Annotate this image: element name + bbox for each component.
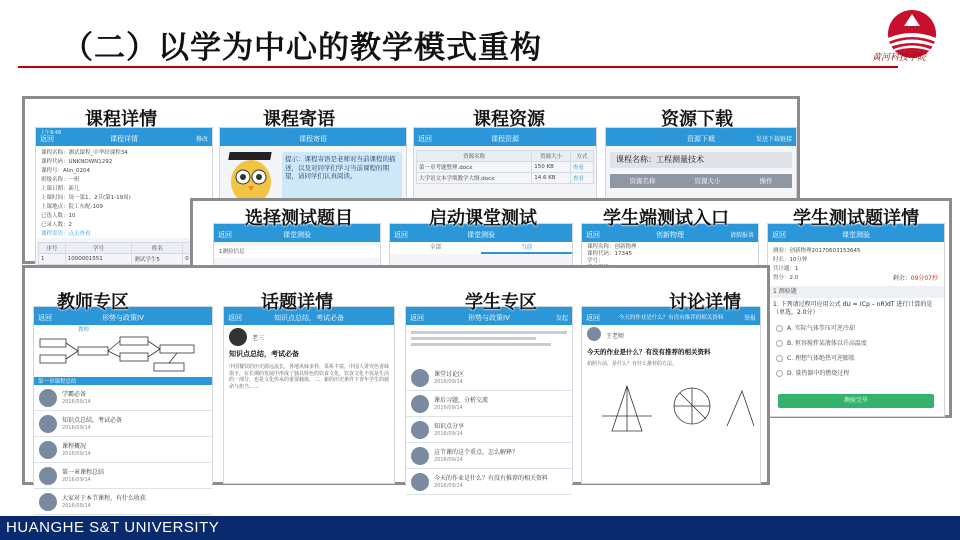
label-select-test: 选择测试题目 bbox=[245, 208, 353, 229]
author-row bbox=[224, 325, 394, 347]
test-info-item[interactable]: 1测验信息 bbox=[214, 246, 380, 258]
back-button[interactable]: 返回 bbox=[218, 231, 232, 239]
screen-title: 今天的作业是什么？有没有推荐的相关资料 bbox=[618, 315, 724, 321]
table-row[interactable] bbox=[417, 173, 594, 184]
radio-icon bbox=[776, 340, 783, 347]
back-button[interactable]: 返回 bbox=[586, 314, 600, 322]
flowchart-diagram bbox=[34, 333, 212, 377]
avatar bbox=[411, 369, 429, 387]
screen-course-message bbox=[219, 127, 407, 207]
discussion-question: 今天的作业是什么？有没有推荐的相关资料 bbox=[587, 348, 711, 356]
back-button[interactable]: 返回 bbox=[38, 314, 52, 322]
detail-line: 课程号：Alin_0204 bbox=[41, 168, 91, 174]
item-title: 大家对于本节课程，有什么收获 bbox=[62, 495, 147, 502]
remaining-value: 09分07秒 bbox=[910, 275, 938, 282]
screen-title: 形势与政策IV bbox=[102, 314, 144, 322]
label-topic-detail: 话题详情 bbox=[261, 292, 333, 313]
question-text: 1. 下列请过程可应用公式 dU = (Cp – nR)dT 进行计算的是（单选，2.0分） bbox=[773, 301, 933, 316]
screen-title: 创新物理 bbox=[656, 231, 684, 239]
detail-line: 已选人数：10 bbox=[41, 213, 76, 219]
table-header: 资源大小 bbox=[694, 177, 721, 185]
course-name-box: 课程名称：工程测量技术 bbox=[610, 152, 792, 168]
screen-resource-download bbox=[605, 127, 797, 207]
avatar bbox=[39, 415, 57, 433]
discussion-reply: 拍照片前，是什么？有什么推荐的方法。 bbox=[587, 361, 678, 367]
item-title: 知识点分享 bbox=[434, 423, 465, 430]
item-title: 今天的作业是什么？有没有推荐的相关资料 bbox=[434, 475, 549, 482]
item-title: 课后习题，分析交流 bbox=[434, 397, 489, 404]
list-item[interactable] bbox=[406, 365, 572, 391]
screen-title: 课堂测验 bbox=[467, 231, 495, 239]
submit-test-button[interactable]: 测验完毕 bbox=[778, 394, 934, 408]
label-course-resources: 课程资源 bbox=[473, 109, 545, 130]
tab-teacher[interactable]: 教师 bbox=[34, 325, 212, 333]
screen-teacher-zone bbox=[33, 306, 213, 509]
list-item[interactable] bbox=[34, 411, 212, 437]
table-cell: 测试学生5 bbox=[132, 254, 183, 265]
back-button[interactable]: 返回 bbox=[586, 231, 600, 239]
radio-icon bbox=[776, 325, 783, 332]
entry-line: 学号： bbox=[587, 258, 604, 264]
item-date: 2016/09/14 bbox=[62, 503, 91, 509]
topic-body: 中国餐饮的历史源远流长，各地风味多样，菜系丰富。中国人讲究色香味俱全，在长期的发展中形成了独具特色的饮食文化。饮食文化不仅是生活的一部分，也是文化传承的重要载体。二、新的历史条件下青年学生的使命与担当…… bbox=[229, 364, 390, 390]
test-line: 时长：10分钟 bbox=[773, 257, 808, 263]
label-resource-download: 资源下载 bbox=[661, 109, 733, 130]
avatar bbox=[229, 328, 247, 346]
course-message-link[interactable]: 课程寄语：点击查看 bbox=[41, 231, 91, 237]
back-button[interactable]: 返回 bbox=[228, 314, 242, 322]
table-header: 资源大小 bbox=[532, 151, 571, 162]
footer-university-name: HUANGHE S&T UNIVERSITY bbox=[6, 519, 220, 536]
topic-heading: 知识点总结，考试必备 bbox=[229, 350, 299, 358]
detail-line: 课程代码：UNKNOWN1292 bbox=[41, 159, 113, 165]
remaining-time bbox=[893, 273, 938, 282]
item-date: 2016/09/14 bbox=[434, 457, 463, 463]
entry-line: 课程名称：创新物理 bbox=[587, 244, 637, 250]
avatar bbox=[39, 493, 57, 511]
table-cell: 1 bbox=[39, 254, 66, 265]
avatar bbox=[587, 327, 601, 341]
author-row bbox=[582, 325, 760, 345]
item-title: 学霸必备 bbox=[62, 391, 87, 398]
geometry-diagram bbox=[582, 371, 760, 441]
back-button[interactable]: 返回 bbox=[394, 231, 408, 239]
screen-title: 资源下载 bbox=[687, 135, 715, 143]
item-date: 2016/09/14 bbox=[434, 379, 463, 385]
label-start-test: 启动课堂测试 bbox=[429, 208, 537, 229]
item-title: 第一章课程总结 bbox=[62, 469, 105, 476]
label-teacher-zone: 教师专区 bbox=[57, 292, 129, 313]
screen-title: 课堂测验 bbox=[842, 231, 870, 239]
back-button[interactable]: 返回 bbox=[410, 314, 424, 322]
label-test-detail: 学生测试题详情 bbox=[793, 208, 919, 229]
panel-discussion bbox=[22, 265, 770, 509]
table-cell: 大学语文本学期教学大纲.docx bbox=[417, 173, 532, 184]
detail-line: 已录人数：2 bbox=[41, 222, 72, 228]
test-tabs bbox=[390, 242, 572, 254]
table-header: 操作 bbox=[759, 177, 773, 185]
section-header: 1 测验题 bbox=[768, 286, 944, 298]
slide-title: （二）以学为中心的教学模式重构 bbox=[62, 30, 542, 66]
status-time: 上午9:48 bbox=[40, 130, 62, 136]
send-link-button[interactable]: 发送下载链接 bbox=[755, 136, 792, 143]
option-label: A. 实际气体等压可逆冷却 bbox=[787, 325, 855, 332]
detail-line: 上课地点：院工东配-109 bbox=[41, 204, 103, 210]
section-header: 第一章课程总结 bbox=[34, 377, 212, 385]
option-a[interactable] bbox=[768, 320, 944, 335]
table-header: 姓名 bbox=[132, 243, 183, 254]
logo-text: 黄河科技学院 bbox=[872, 53, 927, 63]
option-d[interactable] bbox=[768, 365, 944, 380]
option-b[interactable] bbox=[768, 335, 944, 350]
test-line: 共计题：1 bbox=[773, 266, 799, 272]
item-date: 2016/09/14 bbox=[62, 451, 91, 457]
option-label: B. 恒容搅拌某液体以升高温度 bbox=[787, 340, 867, 347]
screen-title: 课程资源 bbox=[491, 135, 519, 143]
list-item[interactable] bbox=[406, 469, 572, 495]
screen-test-detail bbox=[767, 223, 945, 417]
table-header: 资源名称 bbox=[629, 177, 656, 185]
table-header: 资源名称 bbox=[417, 151, 532, 162]
radio-icon bbox=[776, 355, 783, 362]
table-cell: 1000001551 bbox=[65, 254, 132, 265]
item-title: 课程概况 bbox=[62, 443, 87, 450]
author-name: 老三 bbox=[252, 335, 265, 342]
item-date: 2016/09/14 bbox=[434, 405, 463, 411]
download-table-header bbox=[610, 174, 792, 188]
screen-title: 知识点总结，考试必备 bbox=[274, 314, 344, 322]
table-row[interactable] bbox=[417, 162, 594, 173]
screen-topic-detail bbox=[223, 306, 395, 484]
detail-line: 课程名称：测试课程_中华经课程34 bbox=[41, 150, 128, 156]
author-name: 王老师 bbox=[606, 333, 625, 340]
avatar bbox=[39, 389, 57, 407]
screen-student-zone bbox=[405, 306, 573, 489]
table-header: 学号 bbox=[65, 243, 132, 254]
table-cell: 14.6 KB bbox=[532, 173, 571, 184]
item-title: 课堂讨论区 bbox=[434, 371, 465, 378]
avatar bbox=[411, 421, 429, 439]
student-text-preview bbox=[406, 325, 572, 365]
table-cell: 0 bbox=[183, 254, 210, 265]
report-button[interactable]: 举报 bbox=[743, 315, 756, 322]
screen-title: 课程详情 bbox=[110, 135, 138, 143]
avatar bbox=[411, 395, 429, 413]
back-button[interactable]: 返回 bbox=[40, 135, 54, 143]
screen-course-detail bbox=[35, 127, 213, 267]
screen-course-resources bbox=[413, 127, 597, 207]
detail-line: 上课时间：周一第1、2节(第1-19周) bbox=[41, 195, 131, 201]
list-item[interactable] bbox=[34, 489, 212, 515]
avatar bbox=[411, 473, 429, 491]
entry-line: 课程代码：17345 bbox=[587, 251, 632, 257]
avatar bbox=[411, 447, 429, 465]
list-item[interactable] bbox=[406, 443, 572, 469]
back-button[interactable]: 返回 bbox=[418, 135, 432, 143]
list-item[interactable] bbox=[34, 463, 212, 489]
course-message-text: 提示：课程寄语是老师对当前课程的描述，以及对同学们学习当前课程的期望，请同学们认真阅读。 bbox=[282, 152, 402, 204]
avatar bbox=[39, 467, 57, 485]
item-title: 知识点总结，考试必备 bbox=[62, 417, 123, 424]
remaining-label: 剩余： bbox=[892, 275, 911, 282]
list-item[interactable] bbox=[406, 417, 572, 443]
label-course-message: 课程寄语 bbox=[263, 109, 335, 130]
item-date: 2016/09/14 bbox=[62, 425, 91, 431]
screen-discussion-detail bbox=[581, 306, 761, 484]
score-text: 得分：2.0 bbox=[773, 275, 799, 281]
label-course-detail: 课程详情 bbox=[85, 109, 157, 130]
label-student-zone: 学生专区 bbox=[465, 292, 537, 313]
label-discussion-detail: 讨论详情 bbox=[669, 292, 741, 313]
list-item[interactable] bbox=[406, 391, 572, 417]
option-label: C. 理想气体绝热可逆膨胀 bbox=[787, 355, 856, 362]
list-item[interactable] bbox=[34, 385, 212, 411]
title-divider bbox=[18, 66, 898, 68]
detail-line: 班级名称：一班 bbox=[41, 177, 80, 183]
back-button[interactable]: 返回 bbox=[772, 231, 786, 239]
resource-table bbox=[416, 150, 594, 184]
screen-title: 课堂测验 bbox=[283, 231, 311, 239]
option-c[interactable] bbox=[768, 350, 944, 365]
detail-line: 上课日期：新几 bbox=[41, 186, 80, 192]
test-line bbox=[768, 273, 944, 282]
table-header: 序号 bbox=[39, 243, 66, 254]
test-line: 测验：创新物理20170603153645 bbox=[773, 248, 861, 254]
screen-title: 课程寄语 bbox=[299, 135, 327, 143]
view-link[interactable]: 查看 bbox=[571, 162, 594, 173]
option-label: D. 量热器中的燃烧过程 bbox=[787, 370, 850, 377]
item-date: 2016/09/14 bbox=[434, 431, 463, 437]
item-title: 这节课的这个重点，怎么解释？ bbox=[434, 449, 519, 456]
list-item[interactable] bbox=[34, 437, 212, 463]
leave-report-button[interactable]: 请假报备 bbox=[729, 232, 754, 239]
new-topic-button[interactable]: 发起 bbox=[555, 315, 568, 322]
footer-bar bbox=[0, 516, 960, 540]
tab-all[interactable]: 全部 bbox=[429, 244, 442, 251]
label-student-entry: 学生端测试入口 bbox=[603, 208, 729, 229]
table-row[interactable] bbox=[39, 254, 210, 265]
view-link[interactable]: 查看 bbox=[571, 173, 594, 184]
item-date: 2016/09/14 bbox=[62, 399, 91, 405]
table-cell: 第一章考题整理.docx bbox=[417, 162, 532, 173]
table-header: 方式 bbox=[571, 151, 594, 162]
radio-icon bbox=[776, 370, 783, 377]
edit-button[interactable]: 修改 bbox=[195, 136, 208, 143]
screen-title: 形势与政策IV bbox=[468, 314, 510, 322]
table-cell: 150 KB bbox=[532, 162, 571, 173]
item-date: 2016/09/14 bbox=[62, 477, 91, 483]
student-table bbox=[38, 242, 210, 265]
avatar bbox=[39, 441, 57, 459]
tab-current[interactable]: 当前 bbox=[481, 242, 572, 254]
item-date: 2016/09/14 bbox=[434, 483, 463, 489]
